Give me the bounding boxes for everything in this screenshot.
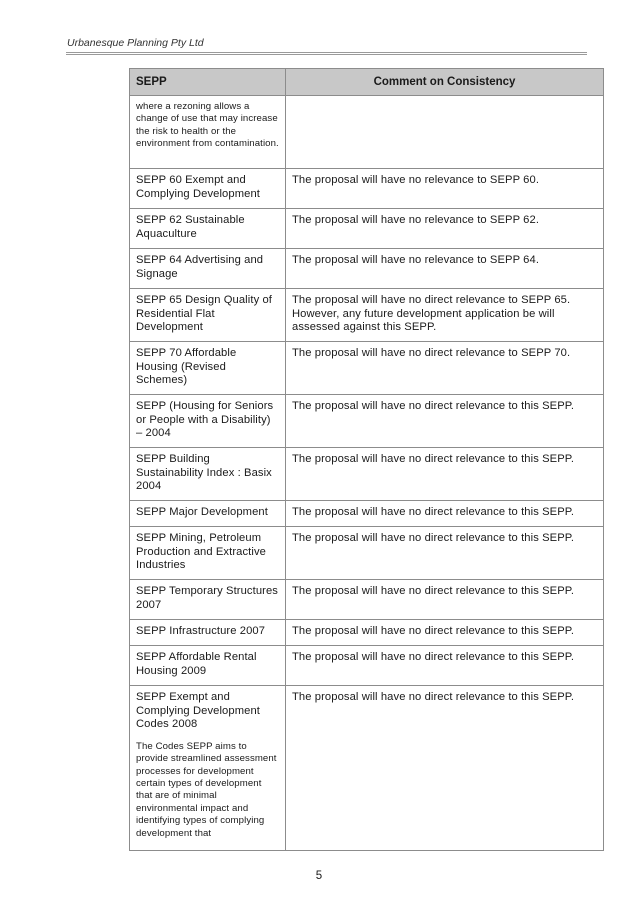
comment-cell: The proposal will have no relevance to SEPP 62. — [286, 209, 604, 249]
table-row — [130, 501, 604, 527]
comment-cell: The proposal will have no relevance to SEPP 64. — [286, 249, 604, 289]
sepp-cell: SEPP Infrastructure 2007 — [130, 620, 286, 646]
sepp-cell: SEPP Affordable Rental Housing 2009 — [130, 646, 286, 686]
sepp-consistency-table — [129, 68, 604, 851]
table-row — [130, 96, 604, 169]
table-row — [130, 209, 604, 249]
table-row — [130, 580, 604, 620]
comment-cell: The proposal will have no direct relevance to this SEPP. — [286, 580, 604, 620]
comment-cell: The proposal will have no direct relevance to this SEPP. — [286, 527, 604, 580]
table-row — [130, 527, 604, 580]
comment-cell: The proposal will have no direct relevance to this SEPP. — [286, 448, 604, 501]
comment-cell: The proposal will have no direct relevance to this SEPP. — [286, 686, 604, 851]
table-row — [130, 249, 604, 289]
table-row — [130, 686, 604, 851]
comment-cell: The proposal will have no direct relevance to SEPP 70. — [286, 342, 604, 395]
document-header: Urbanesque Planning Pty Ltd — [67, 37, 204, 49]
comment-cell — [286, 96, 604, 169]
table-row — [130, 289, 604, 342]
comment-cell: The proposal will have no direct relevance to SEPP 65. However, any future development application be will assessed against this SEPP. — [286, 289, 604, 342]
table-row — [130, 646, 604, 686]
table-row — [130, 169, 604, 209]
column-header-comment: Comment on Consistency — [286, 69, 604, 96]
sepp-title: SEPP Exempt and Complying Development Codes 2008 — [136, 691, 260, 731]
sepp-cell: SEPP 62 Sustainable Aquaculture — [130, 209, 286, 249]
column-header-sepp: SEPP — [130, 69, 286, 96]
sepp-cell: SEPP Mining, Petroleum Production and Extractive Industries — [130, 527, 286, 580]
sepp-cell: SEPP 64 Advertising and Signage — [130, 249, 286, 289]
comment-cell: The proposal will have no direct relevance to this SEPP. — [286, 646, 604, 686]
table-row — [130, 342, 604, 395]
sepp-cell: SEPP (Housing for Seniors or People with a Disability) – 2004 — [130, 395, 286, 448]
sepp-cell: SEPP Building Sustainability Index : Basix 2004 — [130, 448, 286, 501]
sepp-cell: SEPP 65 Design Quality of Residential Flat Development — [130, 289, 286, 342]
table-header-row — [130, 69, 604, 96]
table-row — [130, 395, 604, 448]
sepp-note: The Codes SEPP aims to provide streamlined assessment processes for development certain types of development that are of minimal environmental impact and identifying types of complying development that — [136, 740, 277, 839]
sepp-cell: SEPP Major Development — [130, 501, 286, 527]
comment-cell: The proposal will have no relevance to SEPP 60. — [286, 169, 604, 209]
sepp-cell: SEPP Temporary Structures 2007 — [130, 580, 286, 620]
sepp-cell: where a rezoning allows a change of use that may increase the risk to health or the environment from contamination. — [130, 96, 286, 169]
comment-cell: The proposal will have no direct relevance to this SEPP. — [286, 620, 604, 646]
comment-cell: The proposal will have no direct relevance to this SEPP. — [286, 501, 604, 527]
header-divider — [66, 52, 587, 55]
sepp-cell: SEPP 60 Exempt and Complying Development — [130, 169, 286, 209]
table-row — [130, 448, 604, 501]
sepp-cell: SEPP 70 Affordable Housing (Revised Schemes) — [130, 342, 286, 395]
table-row — [130, 620, 604, 646]
sepp-cell — [130, 686, 286, 851]
page-number: 5 — [315, 870, 323, 882]
comment-cell: The proposal will have no direct relevance to this SEPP. — [286, 395, 604, 448]
